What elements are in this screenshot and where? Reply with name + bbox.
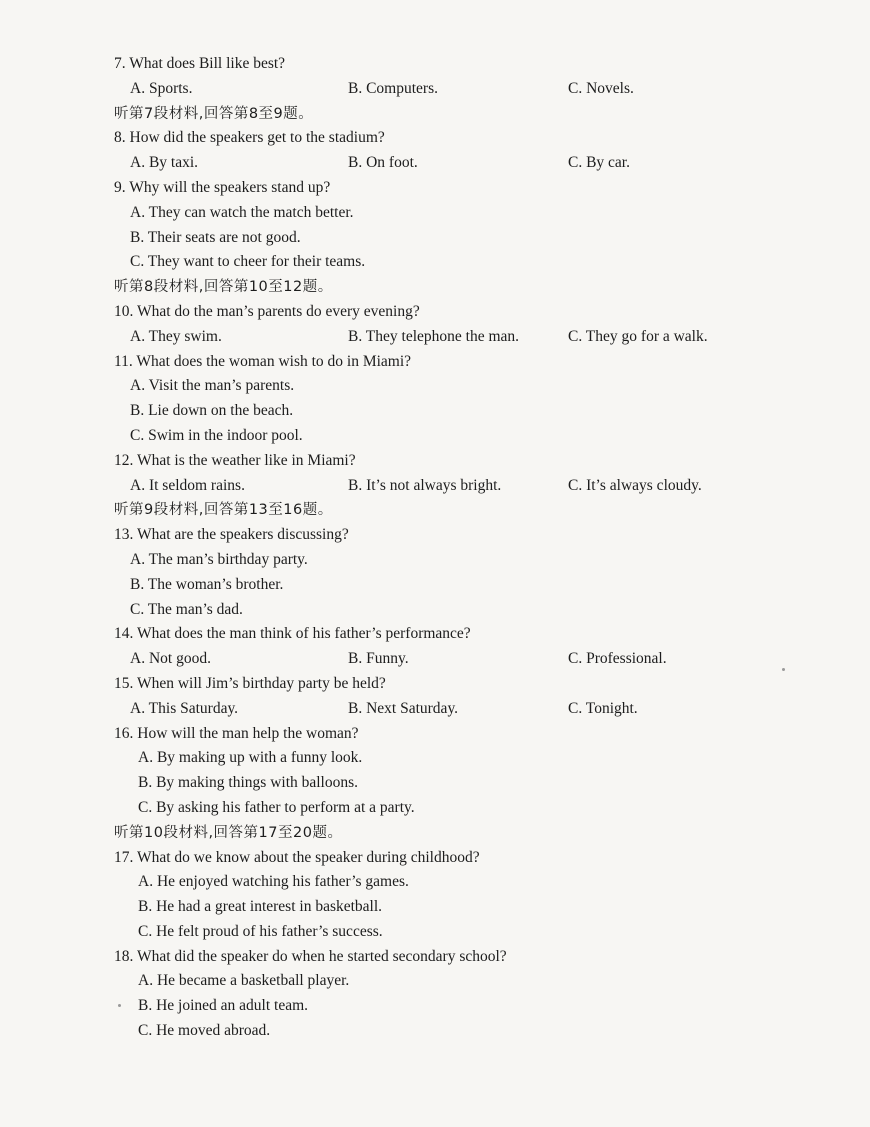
question-9: 9. Why will the speakers stand up? (114, 178, 331, 196)
option-9b: B. Their seats are not good. (130, 228, 301, 246)
section-heading-9: 听第9段材料,回答第13至16题。 (114, 502, 333, 519)
option-13c: C. The man’s dad. (130, 600, 243, 618)
option-13b: B. The woman’s brother. (130, 575, 284, 593)
option-7c: C. Novels. (568, 79, 634, 97)
option-15a: A. This Saturday. (130, 699, 239, 717)
option-16a: A. By making up with a funny look. (138, 749, 363, 767)
option-17c: C. He felt proud of his father’s success. (138, 922, 383, 940)
option-10c: C. They go for a walk. (568, 327, 708, 345)
question-15: 15. When will Jim’s birthday party be held? (114, 674, 386, 692)
question-14: 14. What does the man think of his father’s performance? (114, 625, 471, 643)
question-list (114, 52, 754, 1044)
question-10: 10. What do the man’s parents do every evening? (114, 302, 420, 320)
option-18c: C. He moved abroad. (138, 1022, 271, 1040)
option-9a: A. They can watch the match better. (130, 203, 354, 221)
option-14c: C. Professional. (568, 650, 667, 668)
question-11: 11. What does the woman wish to do in Miami? (114, 352, 412, 370)
option-10b: B. They telephone the man. (348, 327, 520, 345)
options-14 (114, 647, 754, 672)
question-7: 7. What does Bill like best? (114, 55, 286, 72)
option-12b: B. It’s not always bright. (348, 476, 502, 494)
section-heading-8: 听第8段材料,回答第10至12题。 (114, 279, 333, 296)
option-8c: C. By car. (568, 154, 630, 172)
option-15c: C. Tonight. (568, 699, 638, 717)
option-16b: B. By making things with balloons. (138, 774, 359, 792)
scan-speck (782, 668, 785, 671)
scan-speck (118, 1004, 121, 1007)
option-18b: B. He joined an adult team. (138, 997, 309, 1015)
option-11b: B. Lie down on the beach. (130, 402, 294, 420)
option-18a: A. He became a basketball player. (138, 972, 350, 990)
option-17b: B. He had a great interest in basketball. (138, 898, 383, 916)
option-7b: B. Computers. (348, 79, 438, 97)
option-14a: A. Not good. (130, 650, 211, 668)
options-8 (114, 151, 754, 176)
option-11c: C. Swim in the indoor pool. (130, 426, 303, 444)
options-7 (114, 77, 754, 102)
options-10 (114, 325, 754, 350)
option-17a: A. He enjoyed watching his father’s games. (138, 873, 409, 891)
section-heading-7: 听第7段材料,回答第8至9题。 (114, 105, 314, 122)
question-13: 13. What are the speakers discussing? (114, 526, 349, 544)
options-12 (114, 474, 754, 499)
question-8: 8. How did the speakers get to the stadium? (114, 129, 385, 147)
option-12a: A. It seldom rains. (130, 476, 245, 494)
question-12: 12. What is the weather like in Miami? (114, 451, 356, 469)
option-12c: C. It’s always cloudy. (568, 476, 702, 494)
question-16: 16. How will the man help the woman? (114, 724, 359, 742)
option-8b: B. On foot. (348, 154, 418, 172)
option-14b: B. Funny. (348, 650, 409, 668)
question-17: 17. What do we know about the speaker during childhood? (114, 848, 480, 866)
option-15b: B. Next Saturday. (348, 699, 459, 717)
option-8a: A. By taxi. (130, 154, 199, 172)
option-9c: C. They want to cheer for their teams. (130, 253, 366, 271)
section-heading-10: 听第10段材料,回答第17至20题。 (114, 824, 343, 841)
option-7a: A. Sports. (130, 79, 193, 97)
option-16c: C. By asking his father to perform at a party. (138, 798, 415, 816)
option-13a: A. The man’s birthday party. (130, 550, 308, 568)
option-10a: A. They swim. (130, 327, 222, 345)
question-18: 18. What did the speaker do when he started secondary school? (114, 947, 507, 965)
option-11a: A. Visit the man’s parents. (130, 377, 295, 395)
options-15 (114, 697, 754, 722)
